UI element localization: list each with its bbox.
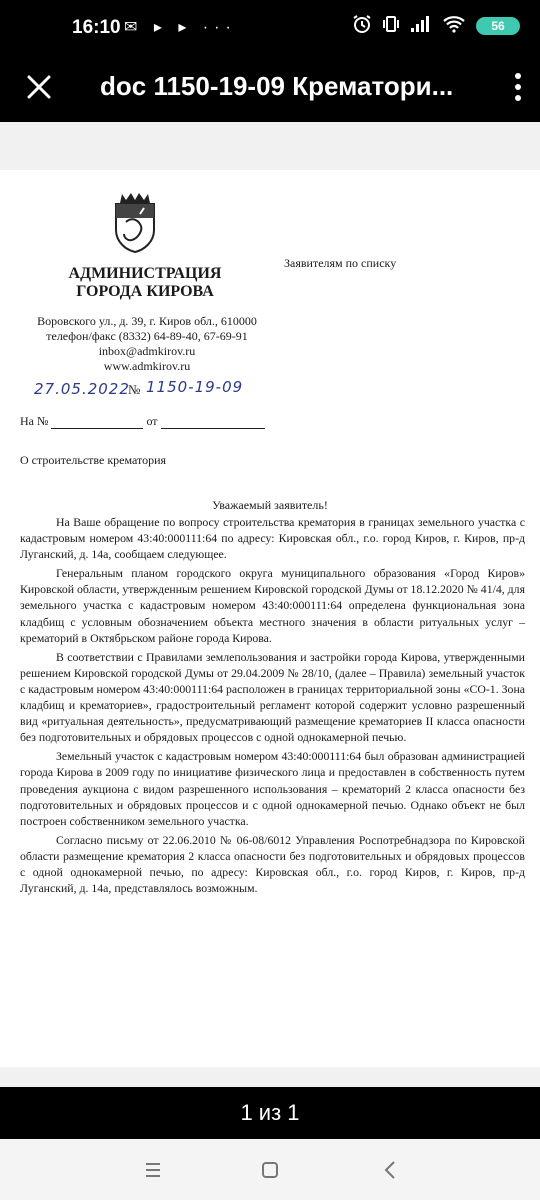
handwritten-number: 1150-19-09 — [146, 378, 244, 396]
reference-line — [20, 414, 265, 429]
more-options-button[interactable] — [504, 66, 532, 108]
handwritten-date: 27.05.2022 — [34, 380, 130, 398]
notification-icons: ✉ ▸ ▸ ··· — [124, 19, 237, 36]
vibrate-icon — [382, 14, 400, 39]
organization-name: АДМИНИСТРАЦИЯ ГОРОДА КИРОВА — [68, 265, 222, 300]
phone-line: телефон/факс (8332) 64-89-40, 67-69-91 — [46, 329, 248, 343]
wifi-icon — [442, 15, 466, 38]
home-square-icon — [255, 1156, 285, 1184]
home-button[interactable] — [255, 1156, 285, 1184]
salutation: Уважаемый заявитель! — [212, 498, 328, 512]
document-viewer[interactable] — [0, 122, 540, 1087]
back-button[interactable] — [375, 1156, 405, 1184]
document-title: doc 1150-19-09 Крематори... — [100, 71, 454, 101]
ref-from: от — [146, 414, 158, 428]
paragraph: Земельный участок с кадастровым номером 43:40:000111:64 был образован администрацией города Кирова в 2009 году по инициативе физического лица и предоставлен в собственность путем проведения аукциона с видом разрешенного использования – крематорий 2 класса опасности без подготовительных и обрядовых процессов и с одной однокамерной печью. Однако объект не был построен собственником земельного участка. — [20, 749, 525, 828]
website-line: www.admkirov.ru — [103, 359, 191, 373]
close-icon — [20, 68, 58, 106]
status-time: 16:10 — [72, 17, 121, 38]
menu-icon — [138, 1156, 168, 1184]
document-page — [0, 170, 540, 1067]
letter-body — [20, 514, 525, 899]
ref-number-blank — [51, 417, 143, 429]
recent-apps-button[interactable] — [138, 1156, 168, 1184]
signal-icon — [410, 15, 432, 38]
ref-prefix: На № — [20, 414, 49, 428]
address-line: Воровского ул., д. 39, г. Киров обл., 610000 — [37, 314, 257, 328]
battery-icon: 56 — [476, 17, 520, 35]
page-indicator — [0, 1087, 540, 1139]
email-line: inbox@admkirov.ru — [98, 344, 196, 358]
back-chevron-icon — [375, 1156, 405, 1184]
coat-of-arms-icon — [110, 188, 160, 254]
paragraph: Согласно письму от 22.06.2010 № 06-08/6012 Управления Роспотребнадзора по Кировской области размещение крематория 2 класса опасности без подготовительных и обрядовых процессов с одной однокамерной печью, по адресу: Кировская обл., г.о. город Киров, г. Киров, пр-д Луганский, д. 14а, представлялось возможным. — [20, 832, 525, 896]
system-navigation-bar — [0, 1139, 540, 1200]
ref-date-blank — [161, 417, 265, 429]
system-icons — [352, 14, 520, 38]
close-button[interactable] — [20, 68, 58, 106]
paragraph: Генеральным планом городского округа муниципального образования «Город Киров» Кировской области, утвержденным решением Кировской городской Думы от 18.12.2020 № 41/4, для земельного участка с кадастровым номером 43:40:000111:64 определена функциональная зона кладбищ с условным обозначением объекта местного значения в области ритуальных услуг – крематорий в Октябрьском районе города Кирова. — [20, 566, 525, 645]
page-count-label: 1 из 1 — [240, 1100, 300, 1125]
recipient: Заявителям по списку — [284, 256, 397, 270]
address-block — [12, 314, 282, 374]
letter-subject: О строительстве крематория — [20, 453, 167, 467]
status-bar — [0, 0, 540, 52]
number-sign: № — [128, 382, 141, 397]
paragraph: На Ваше обращение по вопросу строительства крематория в границах земельного участка с кадастровым номером 43:40:000111:64 по адресу: Кировская обл., г.о. город Киров, г. Киров, пр-д Луганский, д. 14а, сообщаем следующее. — [20, 515, 525, 562]
alarm-icon — [352, 14, 372, 39]
app-bar — [0, 52, 540, 122]
paragraph: В соответствии с Правилами землепользования и застройки города Кирова, утвержденными решением Кировской городской Думы от 29.04.2009 № 28/10, (далее – Правила) земельный участок с кадастровым номером 43:40:000111:64 расположен в границах территориальной зоны «СО-1. Зона кладбищ и крематориев», градостроительный регламент которой содержит условно разрешенный вид «ритуальная деятельность», предусматривающий размещение крематориев II класса опасности без подготовительных и обрядовых процессов с одной однокамерной печью. — [20, 649, 525, 745]
more-vertical-icon — [504, 66, 532, 108]
